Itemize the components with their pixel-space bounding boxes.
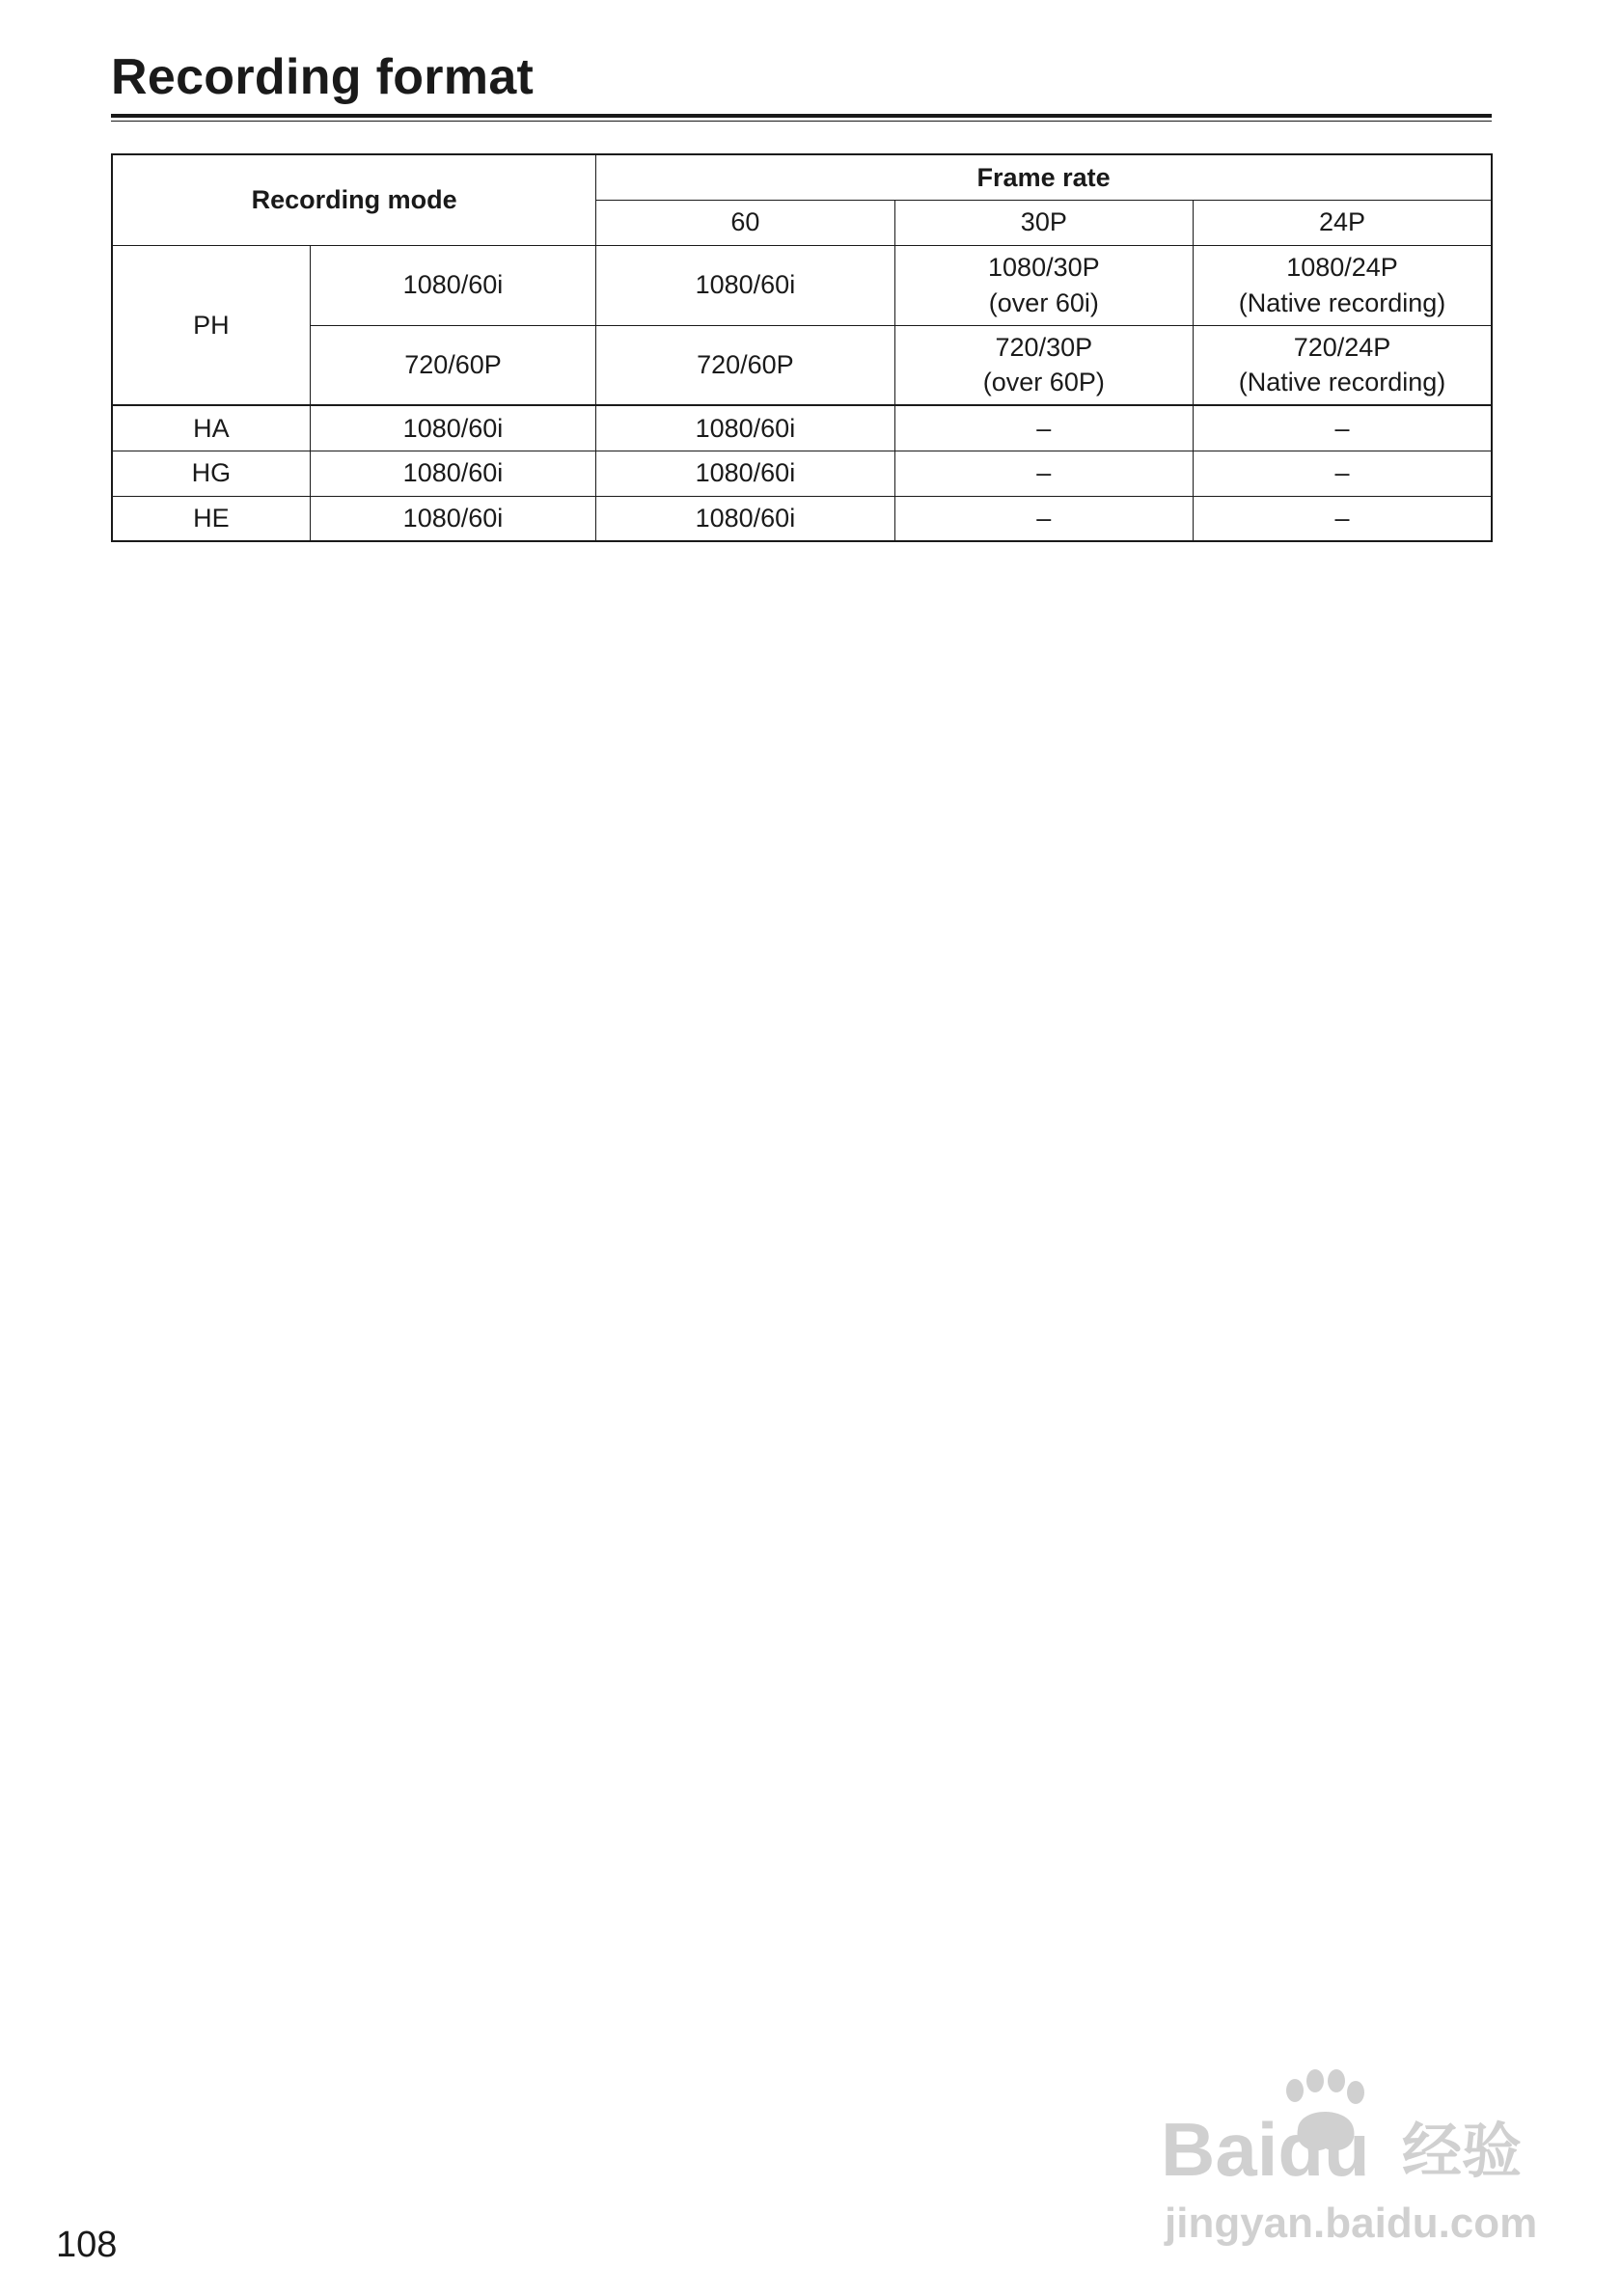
- recording-mode-header: Recording mode: [112, 154, 596, 245]
- rate-30p-cell: –: [894, 405, 1193, 451]
- page-title: Recording format: [111, 49, 535, 105]
- rate-30p-cell: –: [894, 451, 1193, 496]
- rate-30p-cell: [894, 245, 1193, 325]
- cell-line: (Native recording): [1238, 287, 1446, 317]
- rate-30p-header: 30P: [894, 200, 1193, 245]
- rate-30p-cell: [894, 325, 1193, 405]
- rate-24p-cell: [1194, 325, 1492, 405]
- rate-24p-header: 24P: [1194, 200, 1492, 245]
- title-rule-thin: [111, 121, 1492, 122]
- table-row: [112, 496, 1492, 541]
- format-cell: 1080/60i: [310, 405, 595, 451]
- cell-line: (Native recording): [1238, 368, 1446, 397]
- table-row: [112, 325, 1492, 405]
- recording-format-table: [111, 153, 1493, 542]
- watermark-brand: Baidu: [1161, 2107, 1370, 2192]
- mode-cell: HE: [112, 496, 310, 541]
- rate-60-header: 60: [596, 200, 894, 245]
- mode-cell: HG: [112, 451, 310, 496]
- format-cell: 1080/60i: [310, 496, 595, 541]
- rate-60-cell: 1080/60i: [596, 405, 894, 451]
- rate-60-cell: 1080/60i: [596, 245, 894, 325]
- format-cell: 1080/60i: [310, 245, 595, 325]
- table-row: [112, 451, 1492, 496]
- cell-line: (over 60P): [982, 368, 1105, 397]
- cell-line: 720/30P: [995, 332, 1093, 362]
- rate-24p-cell: [1194, 245, 1492, 325]
- table-row: [112, 245, 1492, 325]
- cell-line: 720/24P: [1293, 332, 1391, 362]
- mode-cell: PH: [112, 245, 310, 405]
- cell-line: 1080/30P: [988, 253, 1100, 283]
- rate-60-cell: 1080/60i: [596, 451, 894, 496]
- title-rule: [111, 114, 1492, 118]
- format-cell: 1080/60i: [310, 451, 595, 496]
- table-header-row: [112, 154, 1492, 200]
- page-number: 108: [56, 2225, 118, 2265]
- watermark-cn-label: 经验: [1402, 2116, 1523, 2186]
- rate-24p-cell: –: [1194, 496, 1492, 541]
- rate-60-cell: 1080/60i: [596, 496, 894, 541]
- frame-rate-header: Frame rate: [596, 154, 1492, 200]
- table-row: [112, 405, 1492, 451]
- baidu-watermark: [1153, 2060, 1558, 2253]
- watermark-url: jingyan.baidu.com: [1165, 2200, 1538, 2247]
- mode-cell: HA: [112, 405, 310, 451]
- cell-line: (over 60i): [988, 287, 1099, 317]
- rate-24p-cell: –: [1194, 405, 1492, 451]
- format-cell: 720/60P: [310, 325, 595, 405]
- cell-line: 1080/24P: [1286, 253, 1398, 283]
- rate-24p-cell: –: [1194, 451, 1492, 496]
- rate-30p-cell: –: [894, 496, 1193, 541]
- rate-60-cell: 720/60P: [596, 325, 894, 405]
